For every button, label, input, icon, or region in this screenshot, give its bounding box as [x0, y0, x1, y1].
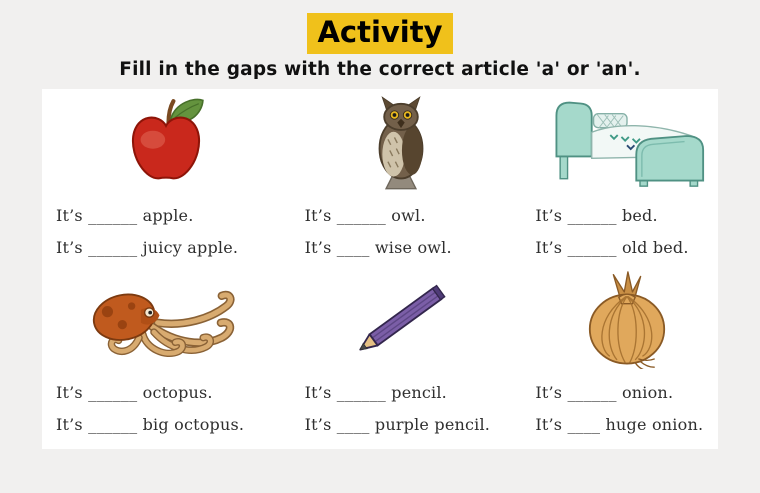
gap-sentence: It’s ______ onion. [535, 382, 674, 402]
owl-image [305, 95, 498, 191]
bed-image [535, 95, 718, 191]
gap-sentence: It’s ____ huge onion. [535, 414, 704, 434]
gap-sentence: It’s ______ big octopus. [56, 414, 245, 434]
exercise-apple [56, 95, 277, 262]
page-title: Activity [307, 13, 452, 54]
gap-sentence: It’s ______ owl. [304, 205, 426, 225]
pencil-icon [341, 276, 461, 363]
owl-icon [359, 96, 443, 190]
octopus-image [56, 272, 277, 368]
gap-sentence: It’s ____ wise owl. [304, 237, 452, 257]
exercise-owl [277, 95, 498, 262]
exercise-bed [497, 95, 718, 262]
gap-sentence: It’s ______ bed. [535, 205, 658, 225]
apple-icon [125, 97, 207, 189]
pencil-image [305, 272, 498, 368]
gap-sentence: It’s ______ old bed. [535, 237, 689, 257]
gap-sentence: It’s ______ juicy apple. [56, 237, 239, 257]
onion-image [535, 272, 718, 368]
header [0, 0, 760, 80]
octopus-icon [87, 278, 245, 362]
exercise-onion [497, 272, 718, 439]
onion-icon [577, 271, 677, 369]
instructions-text: Fill in the gaps with the correct article 'a' or 'an'. [119, 58, 641, 80]
apple-image [56, 95, 277, 191]
gap-sentence: It’s ______ apple. [56, 205, 194, 225]
gap-sentence: It’s ______ pencil. [304, 382, 447, 402]
exercise-octopus [56, 272, 277, 439]
worksheet-card [42, 89, 718, 449]
gap-sentence: It’s ______ octopus. [56, 382, 213, 402]
exercise-pencil [277, 272, 498, 439]
bed-icon [543, 97, 711, 188]
gap-sentence: It’s ____ purple pencil. [304, 414, 491, 434]
page-title-row [0, 13, 760, 54]
